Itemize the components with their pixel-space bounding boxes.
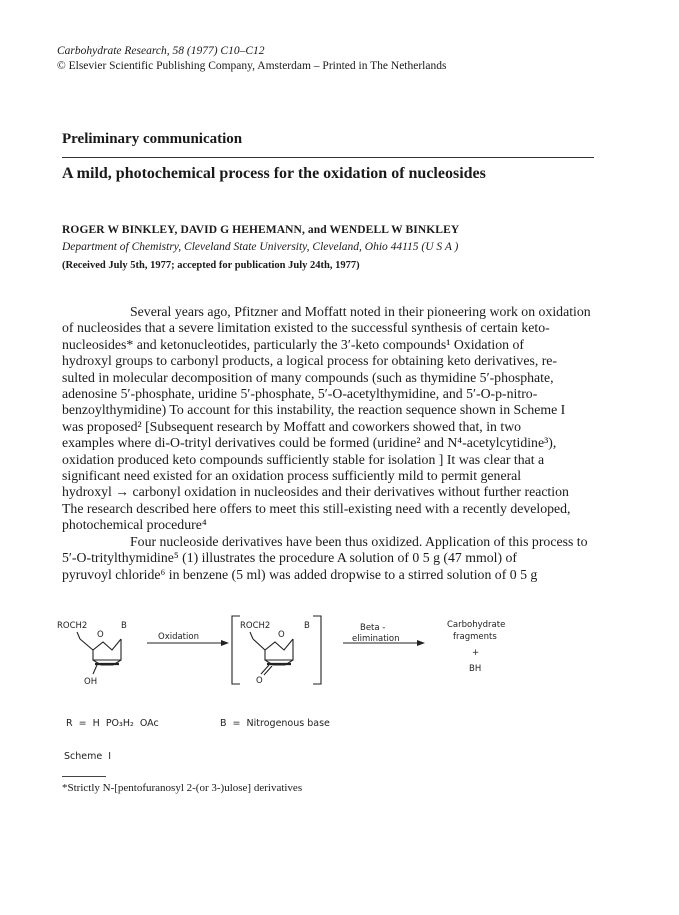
- section-rule: [62, 157, 594, 158]
- text-line: Four nucleoside derivatives have been thus oxidized. Application of this process to: [130, 534, 588, 549]
- text-line: photochemical procedure⁴: [62, 517, 207, 533]
- text-line: benzoylthymidine) To account for this instability, the reaction sequence shown in Scheme I: [62, 402, 566, 418]
- text-line: Several years ago, Pfitzner and Moffatt noted in their pioneering work on oxidation: [130, 304, 591, 319]
- scheme-base-left: B: [121, 621, 127, 631]
- arrow-head-icon: [417, 640, 425, 646]
- scheme-caption: Scheme I: [64, 751, 112, 762]
- scheme-arrow-1-label: Oxidation: [158, 632, 199, 642]
- affiliation: Department of Chemistry, Cleveland State University, Cleveland, Ohio 44115 (U S A ): [62, 241, 459, 253]
- text-line: examples where di-O-trityl derivatives could be formed (uridine² and N⁴-acetylcytidine³),: [62, 435, 557, 451]
- text-line: was proposed² [Subsequent research by Moffatt and coworkers showed that, in two: [62, 418, 522, 434]
- copyright-line: © Elsevier Scientific Publishing Company, Amsterdam – Printed in The Netherlands: [57, 60, 447, 72]
- body-paragraph-1: [62, 304, 591, 533]
- scheme-rroch2-mid: ROCH2: [240, 621, 271, 631]
- scheme-b-definition: B = Nitrogenous base: [220, 718, 330, 729]
- received-dates: (Received July 5th, 1977; accepted for publication July 24th, 1977): [62, 260, 360, 271]
- text-line: 5′-O-tritylthymidine⁵ (1) illustrates the procedure A solution of 0 5 g (47 mmol) of: [62, 550, 518, 566]
- scheme-product-line2: fragments: [453, 632, 497, 642]
- text-line: adenosine 5′-phosphate, uridine 5′-phosphate, 5′-O-acetylthymidine, and 5′-O-p-nitro-: [62, 385, 538, 401]
- scheme-product-bh: BH: [469, 664, 482, 674]
- scheme-ring-o-mid: O: [278, 630, 285, 640]
- text-line: nucleosides* and ketonucleotides, particularly the 3′-keto compounds¹ Oxidation of: [62, 336, 524, 352]
- scheme-arrow-2-label-line2: elimination: [352, 634, 400, 644]
- footnote-rule: [62, 776, 106, 777]
- scheme-oh: OH: [84, 677, 98, 687]
- text-line: hydroxyl → carbonyl oxidation in nucleosides and their derivatives without further reaction: [62, 484, 569, 500]
- text-line: pyruvoyl chloride⁶ in benzene (5 ml) was added dropwise to a stirred solution of 0 5 g: [62, 566, 538, 582]
- paper-title: A mild, photochemical process for the oxidation of nucleosides: [62, 165, 486, 182]
- footnote: *Strictly N-[pentofuranosyl 2-(or 3-)ulose] derivatives: [62, 782, 303, 794]
- text-line: hydroxyl groups to carbonyl products, a logical process for obtaining keto derivatives, re-: [62, 353, 558, 369]
- scheme-arrow-2-label-line1: Beta -: [360, 623, 386, 633]
- scheme-ketone-o: O: [256, 676, 263, 686]
- scheme-rroch2-left: ROCH2: [57, 621, 88, 631]
- scheme-plus: +: [472, 648, 480, 658]
- text-line: significant need existed for an oxidation process sufficiently mild to permit general: [62, 467, 522, 483]
- body-paragraph-2: [62, 534, 588, 583]
- scheme-product-line1: Carbohydrate: [447, 620, 506, 630]
- scheme-ring-o-left: O: [97, 630, 104, 640]
- text-line: The research described here offers to meet this still-existing need with a recently developed,: [62, 500, 571, 516]
- journal-header: [57, 44, 446, 74]
- journal-citation: Carbohydrate Research, 58 (1977) C10–C12: [57, 45, 265, 57]
- text-line: oxidation produced keto compounds sufficiently stable for isolation ] It was clear that a: [62, 451, 545, 467]
- scheme-base-mid: B: [304, 621, 310, 631]
- scheme-r-definition: R = H PO₃H₂ OAc: [66, 718, 159, 729]
- arrow-head-icon: [221, 640, 229, 646]
- section-title: Preliminary communication: [62, 131, 243, 147]
- text-line: sulted in molecular decomposition of many compounds (such as thymidine 5′-phosphate,: [62, 369, 554, 385]
- authors: ROGER W BINKLEY, DAVID G HEHEMANN, and WENDELL W BINKLEY: [62, 224, 460, 236]
- text-line: of nucleosides that a severe limitation existed to the successful synthesis of certain keto-: [62, 320, 550, 336]
